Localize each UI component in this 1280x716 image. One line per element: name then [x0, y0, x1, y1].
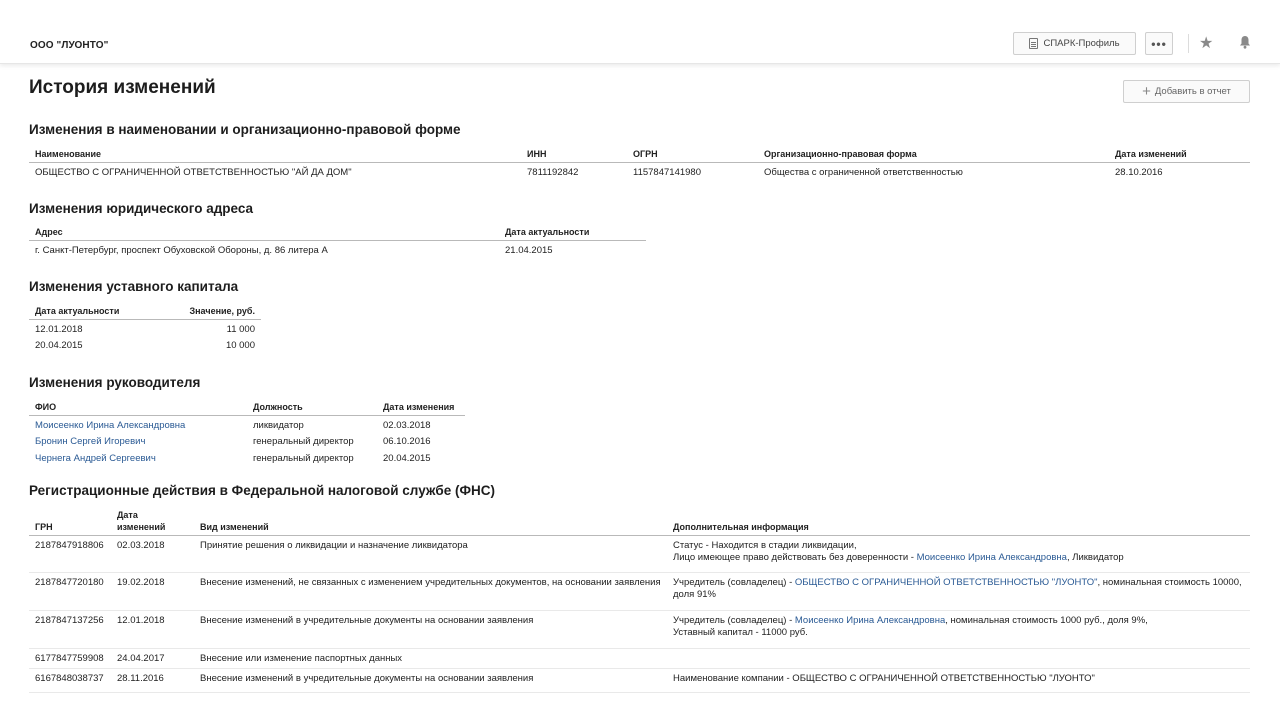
table-row — [29, 572, 1250, 610]
table-header-row — [29, 146, 1250, 162]
info-line: Статус - Находится в стадии ликвидации, — [673, 539, 857, 551]
cell-info: Наименование компании - ОБЩЕСТВО С ОГРАНИЧЕННОЙ ОТВЕТСТВЕННОСТЬЮ "ЛУОНТО" — [667, 669, 1250, 693]
cell-info — [667, 535, 1250, 572]
info-text: Учредитель (совладелец) - — [673, 576, 795, 588]
table-header-row — [29, 399, 465, 415]
column-header: Вид изменений — [194, 507, 667, 535]
table-row — [29, 240, 646, 258]
cell-grn: 2187847720180 — [29, 572, 111, 610]
table-row — [29, 336, 261, 353]
cell-date: 02.03.2018 — [111, 535, 194, 572]
table-row — [29, 669, 1250, 693]
cell-grn: 6167848038737 — [29, 669, 111, 693]
info-text: Учредитель (совладелец) - — [673, 614, 795, 626]
column-header: Дата изменений — [1109, 146, 1250, 162]
plus-icon: + — [1142, 83, 1151, 100]
cell-kind: Принятие решения о ликвидации и назначение ликвидатора — [194, 535, 667, 572]
cell-address: г. Санкт-Петербург, проспект Обуховской Обороны, д. 86 литера А — [35, 244, 328, 256]
table-header-row — [29, 303, 261, 319]
bell-icon[interactable] — [1239, 35, 1251, 52]
cell-grn: 2187847137256 — [29, 610, 111, 648]
spark-profile-label: СПАРК-Профиль — [1043, 38, 1120, 49]
column-header: Наименование — [29, 146, 521, 162]
more-button[interactable]: ••• — [1145, 32, 1173, 55]
info-text: , номинальная стоимость 1000 руб., доля 9%, — [945, 614, 1148, 626]
top-bar — [0, 0, 1280, 64]
table-row — [29, 415, 465, 432]
table-header-row — [29, 507, 1250, 535]
info-line: Уставный капитал - 11000 руб. — [673, 627, 808, 638]
person-link[interactable]: Моисеенко Ирина Александровна — [916, 552, 1067, 563]
company-name: ООО "ЛУОНТО" — [30, 40, 109, 51]
column-header — [111, 507, 194, 535]
cell-date: 20.04.2015 — [383, 453, 431, 464]
cell-kind: Внесение изменений в учредительные документы на основании заявления — [194, 669, 667, 693]
section-title-name-changes: Изменения в наименовании и организационно-правовой форме — [29, 122, 461, 137]
cell-info — [667, 648, 1250, 669]
cell-inn: 7811192842 — [527, 166, 579, 178]
column-header: Дата изменения — [377, 399, 465, 415]
column-header-line: изменений — [117, 521, 166, 532]
person-link[interactable]: Бронин Сергей Игоревич — [35, 436, 146, 447]
cell-kind: Внесение изменений, не связанных с изменением учредительных документов, на основании заявления — [194, 572, 667, 610]
cell-position: ликвидатор — [253, 419, 304, 431]
column-header: Организационно-правовая форма — [758, 146, 1109, 162]
cell-position: генеральный директор — [253, 436, 354, 447]
star-icon[interactable]: ★ — [1199, 35, 1214, 52]
address-changes-table — [29, 224, 646, 258]
person-link[interactable]: Чернега Андрей Сергеевич — [35, 453, 156, 464]
section-title-head-changes: Изменения руководителя — [29, 375, 201, 390]
table-row — [29, 648, 1250, 669]
cell-info — [667, 610, 1250, 648]
cell-legal-form: Общества с ограниченной ответственностью — [764, 166, 963, 178]
cell-date: 28.11.2016 — [111, 669, 194, 693]
capital-changes-table — [29, 303, 261, 353]
table-row — [29, 610, 1250, 648]
column-header: Дата актуальности — [29, 303, 159, 319]
company-link[interactable]: ОБЩЕСТВО С ОГРАНИЧЕННОЙ ОТВЕТСТВЕННОСТЬЮ "ЛУОНТО" — [794, 576, 1098, 588]
spark-profile-button[interactable] — [1013, 32, 1136, 55]
fns-actions-table — [29, 507, 1250, 693]
cell-ogrn: 1157847141980 — [633, 166, 701, 178]
section-title-capital-changes: Изменения уставного капитала — [29, 279, 239, 294]
column-header: ГРН — [29, 507, 111, 535]
cell-date: 06.10.2016 — [383, 436, 431, 447]
cell-date: 12.01.2018 — [35, 323, 83, 335]
cell-grn: 2187847918806 — [29, 535, 111, 572]
person-link[interactable]: Моисеенко Ирина Александровна — [794, 614, 946, 626]
name-changes-table — [29, 146, 1250, 180]
add-to-report-button[interactable] — [1123, 80, 1250, 103]
column-header: Дополнительная информация — [667, 507, 1250, 535]
info-line — [673, 615, 1244, 628]
table-row — [29, 432, 465, 449]
person-link[interactable]: Моисеенко Ирина Александровна — [35, 419, 186, 431]
table-row — [29, 535, 1250, 572]
info-text: , Ликвидатор — [1066, 552, 1124, 563]
column-header: ОГРН — [627, 146, 758, 162]
cell-date: 12.01.2018 — [111, 610, 194, 648]
cell-date: 28.10.2016 — [1115, 166, 1163, 178]
add-to-report-label: Добавить в отчет — [1154, 86, 1231, 97]
cell-value: 10 000 — [225, 340, 255, 351]
cell-kind: Внесение изменений в учредительные документы на основании заявления — [194, 610, 667, 648]
head-changes-table — [29, 399, 465, 466]
info-text: Лицо имеющее право действовать без доверенности - — [673, 552, 917, 563]
pdf-icon — [1029, 38, 1038, 49]
cell-date: 24.04.2017 — [111, 648, 194, 669]
cell-info — [667, 572, 1250, 610]
table-header-row — [29, 224, 646, 240]
column-header: Значение, руб. — [159, 303, 261, 319]
cell-position: генеральный директор — [253, 453, 354, 464]
section-title-fns-actions: Регистрационные действия в Федеральной налоговой службе (ФНС) — [29, 483, 496, 498]
cell-value: 11 000 — [226, 323, 255, 335]
column-header: Должность — [247, 399, 377, 415]
column-header-line: Дата — [117, 509, 138, 520]
cell-date: 21.04.2015 — [505, 244, 553, 256]
column-header: Адрес — [29, 224, 499, 240]
column-header: Дата актуальности — [499, 224, 646, 240]
table-row — [29, 162, 1250, 180]
cell-date: 19.02.2018 — [111, 572, 194, 610]
table-row — [29, 449, 465, 466]
section-title-address-changes: Изменения юридического адреса — [29, 201, 254, 216]
cell-date: 02.03.2018 — [383, 419, 431, 431]
page-title: История изменений — [29, 77, 216, 98]
info-text: , номинальная стоимость 10000, доля 91% — [673, 576, 1242, 600]
toolbar-divider — [1188, 34, 1189, 53]
cell-date: 20.04.2015 — [35, 340, 83, 351]
cell-kind: Внесение или изменение паспортных данных — [194, 648, 667, 669]
table-row — [29, 319, 261, 336]
cell-name: ОБЩЕСТВО С ОГРАНИЧЕННОЙ ОТВЕТСТВЕННОСТЬЮ "АЙ ДА ДОМ" — [35, 166, 352, 178]
cell-grn: 6177847759908 — [29, 648, 111, 669]
info-line — [673, 552, 1244, 565]
column-header: ФИО — [29, 399, 247, 415]
column-header: ИНН — [521, 146, 627, 162]
